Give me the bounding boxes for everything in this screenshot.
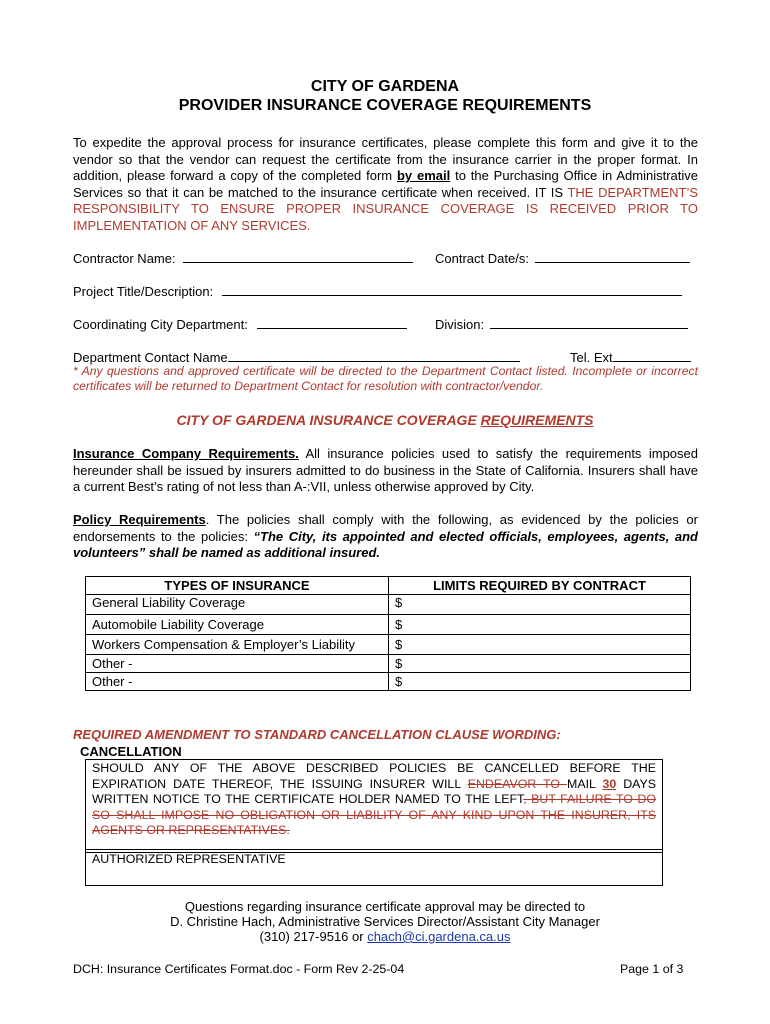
limit-cell[interactable]: $ [389, 615, 691, 635]
division-line[interactable] [490, 316, 688, 329]
contract-dates-field[interactable] [435, 250, 690, 266]
limit-cell[interactable]: $ [389, 673, 691, 691]
coordinating-dept-label: Coordinating City Department: [73, 317, 248, 332]
contact-email-link[interactable]: chach@ci.gardena.ca.us [367, 929, 511, 944]
project-title-label: Project Title/Description: [73, 284, 214, 299]
contractor-name-line[interactable] [183, 250, 413, 263]
limit-cell[interactable]: $ [389, 655, 691, 673]
coordinating-dept-line[interactable] [257, 316, 407, 329]
section-title-underlined: REQUIREMENTS [480, 412, 594, 428]
insurance-type-cell: Automobile Liability Coverage [86, 615, 389, 635]
table-header-row [86, 577, 691, 595]
intro-paragraph [73, 135, 698, 235]
clause-text-a: SHOULD ANY OF THE ABOVE DESCRIBED POLICIES BE CANCELLED BEFORE THE EXPIRATION DATE THEREOF, THE ISSUING INSURER WILL [92, 761, 656, 791]
tel-ext-label: Tel. Ext [570, 350, 613, 365]
section-title [0, 412, 770, 428]
clause-text-b: MAIL [567, 776, 603, 791]
insurance-company-heading: Insurance Company Requirements. [73, 446, 299, 461]
table-row [86, 615, 691, 635]
intro-text-1: To expedite the approval process for insurance certificates, please complete this form and give it to the vendor so that the vendor can request the certificate from the insurance carrier in the proper format. In addition, please forward a copy of the completed form [73, 135, 698, 184]
project-title-field[interactable] [73, 283, 682, 299]
contractor-name-label: Contractor Name: [73, 251, 176, 266]
table-row [86, 673, 691, 691]
policy-paragraph [73, 512, 698, 562]
dept-contact-field[interactable] [73, 349, 520, 365]
table-header-limits: LIMITS REQUIRED BY CONTRACT [389, 577, 691, 595]
section-title-text: CITY OF GARDENA INSURANCE COVERAGE [176, 412, 481, 428]
dept-contact-label: Department Contact Name [73, 350, 228, 365]
contact-note: * Any questions and approved certificate will be directed to the Department Contact listed. Incomplete or incorrect certificates will be returned to Department Contact for resolution with contractor/vendor. [73, 364, 698, 393]
insurance-table [85, 576, 691, 691]
tel-ext-line[interactable] [613, 349, 691, 362]
authorized-representative-label: AUTHORIZED REPRESENTATIVE [92, 852, 286, 866]
contact-line-1: Questions regarding insurance certificate approval may be directed to [184, 899, 586, 914]
clause-strike-endeavor: ENDEAVOR TO [467, 776, 568, 791]
project-title-line[interactable] [222, 283, 682, 296]
intro-red-notice: THE DEPARTMENT’S RESPONSIBILITY TO ENSURE PROPER INSURANCE COVERAGE IS RECEIVED PRIOR TO IMPLEMENTATION OF ANY SERVICES. [73, 184, 699, 233]
insurance-type-cell: Other - [86, 673, 389, 691]
insurance-type-cell: General Liability Coverage [86, 595, 389, 615]
table-row [86, 635, 691, 655]
tel-ext-field[interactable] [570, 349, 691, 365]
form-title: PROVIDER INSURANCE COVERAGE REQUIREMENTS [178, 97, 592, 114]
intro-text-2: to the Purchasing Office in Administrative Services so that it can be matched to the insurance certificate when received. IT IS [73, 168, 698, 200]
insurance-type-cell: Other - [86, 655, 389, 673]
contact-line-3 [0, 929, 770, 945]
insurance-company-paragraph [73, 446, 698, 496]
policy-heading: Policy Requirements [73, 512, 206, 527]
footer-page-number: Page 1 of 3 [620, 962, 684, 976]
contact-phone: (310) 217-9516 or [259, 929, 368, 944]
policy-additional-insured: “The City, its appointed and elected officials, employees, agents, and volunteers” shall be named as additional insured. [73, 528, 698, 561]
limit-cell[interactable]: $ [389, 635, 691, 655]
coordinating-dept-field[interactable] [73, 316, 407, 332]
city-title: CITY OF GARDENA [310, 78, 460, 95]
amendment-heading: REQUIRED AMENDMENT TO STANDARD CANCELLATION CLAUSE WORDING: [73, 727, 561, 742]
days-value: 30 [602, 776, 617, 791]
insurance-company-text: All insurance policies used to satisfy the requirements imposed hereunder shall be issued by insurers admitted to do business in the State of California. Insurers shall have a current Best’s rating of not less than A-:VII, unless otherwise approved by City. [73, 446, 698, 495]
table-header-types: TYPES OF INSURANCE [86, 577, 389, 595]
contract-dates-label: Contract Date/s: [435, 251, 529, 266]
dept-contact-line[interactable] [228, 349, 520, 362]
contact-line-2: D. Christine Hach, Administrative Services Director/Assistant City Manager [170, 914, 600, 929]
table-row [86, 595, 691, 615]
limit-cell[interactable]: $ [389, 595, 691, 615]
contract-dates-line[interactable] [535, 250, 690, 263]
cancellation-clause-box [85, 759, 663, 853]
policy-text: . The policies shall comply with the following, as evidenced by the policies or endorsements to the policies: [73, 512, 698, 544]
cancellation-label: CANCELLATION [80, 744, 182, 759]
authorized-representative-box[interactable] [85, 849, 663, 886]
contractor-name-field[interactable] [73, 250, 413, 266]
table-row [86, 655, 691, 673]
clause-strike-failure: , BUT FAILURE TO DO SO SHALL IMPOSE NO OBLIGATION OR LIABILITY OF ANY KIND UPON THE INSURER, ITS AGENTS OR REPRESENTATIVES. [92, 792, 657, 837]
clause-text-c: DAYS WRITTEN NOTICE TO THE CERTIFICATE HOLDER NAMED TO THE LEFT [92, 776, 657, 806]
division-field[interactable] [435, 316, 688, 332]
insurance-type-cell: Workers Compensation & Employer’s Liability [86, 635, 389, 655]
intro-bold-email: by email [396, 168, 451, 184]
division-label: Division: [435, 317, 485, 332]
footer-doc-info: DCH: Insurance Certificates Format.doc - Form Rev 2-25-04 [73, 962, 405, 976]
